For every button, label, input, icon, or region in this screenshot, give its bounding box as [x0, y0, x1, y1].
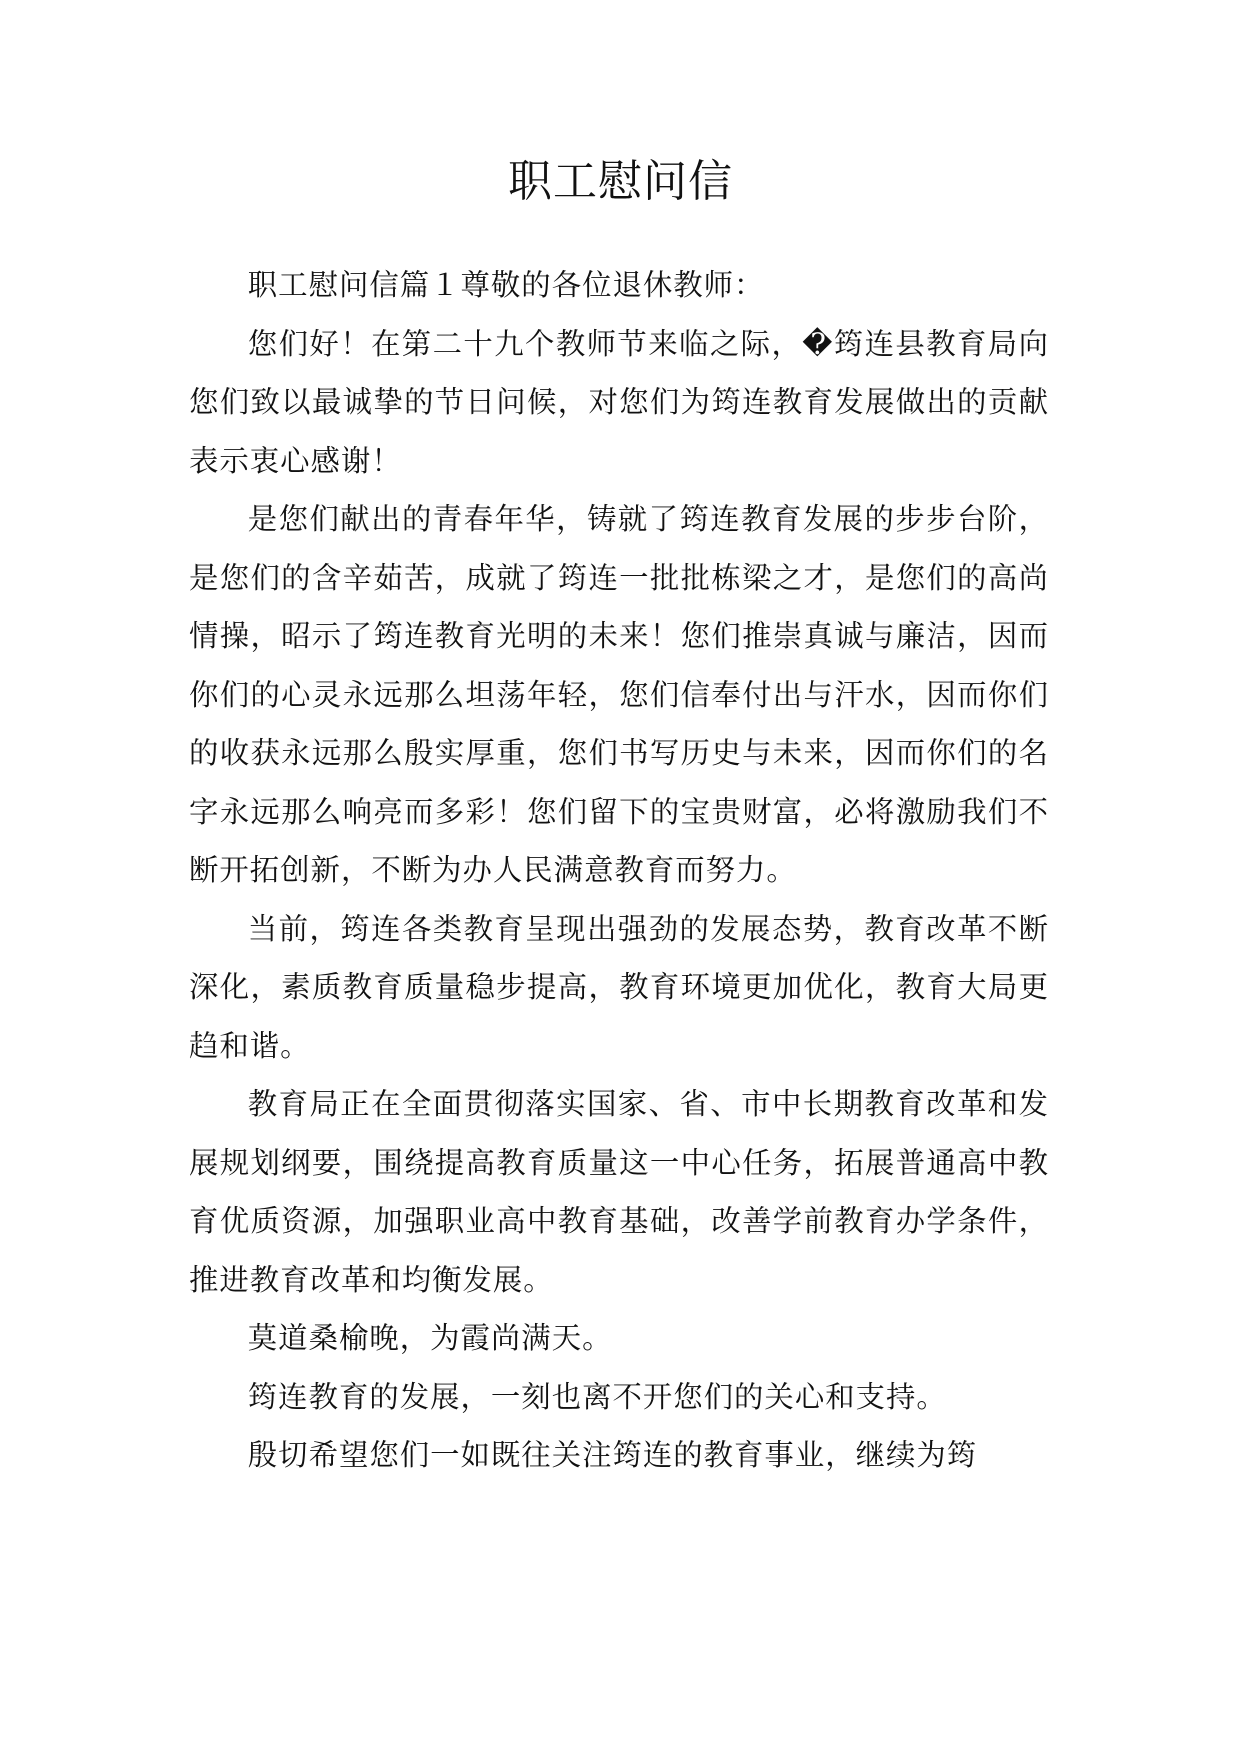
- paragraph-greeting: 您们好！在第二十九个教师节来临之际，�筠连县教育局向您们致以最诚挚的节日问候，对您们为筠连教育发展做出的贡献表示衷心感谢！: [189, 326, 1049, 478]
- document-title: 职工慰问信: [508, 156, 733, 207]
- paragraph-current-situation: 当前，筠连各类教育呈现出强劲的发展态势，教育改革不断深化，素质教育质量稳步提高，教育环境更加优化，教育大局更趋和谐。: [189, 911, 1049, 1063]
- paragraph-hope: 殷切希望您们一如既往关注筠连的教育事业，继续为筠: [247, 1438, 978, 1472]
- paragraph-plans: 教育局正在全面贯彻落实国家、省、市中长期教育改革和发展规划纲要，围绕提高教育质量这一中心任务，拓展普通高中教育优质资源，加强职业高中教育基础，改善学前教育办学条件，推进教育改革和均衡发展。: [189, 1087, 1049, 1297]
- paragraph-poem: 莫道桑榆晚，为霞尚满天。: [247, 1321, 613, 1355]
- paragraph-support: 筠连教育的发展，一刻也离不开您们的关心和支持。: [247, 1379, 947, 1414]
- document-body: [189, 256, 1049, 1485]
- paragraph-tribute: 是您们献出的青春年华，铸就了筠连教育发展的步步台阶，是您们的含辛茹苦，成就了筠连一批批栋梁之才，是您们的高尚情操，昭示了筠连教育光明的未来！您们推崇真诚与廉洁，因而你们的心灵永远那么坦荡年轻，您们信奉付出与汗水，因而你们的收获永远那么殷实厚重，您们书写历史与未来，因而你们的名字永远那么响亮而多彩！您们留下的宝贵财富，必将激励我们不断开拓创新，不断为办人民满意教育而努力。: [189, 502, 1049, 887]
- paragraph-salutation: 职工慰问信篇１尊敬的各位退休教师：: [247, 268, 765, 302]
